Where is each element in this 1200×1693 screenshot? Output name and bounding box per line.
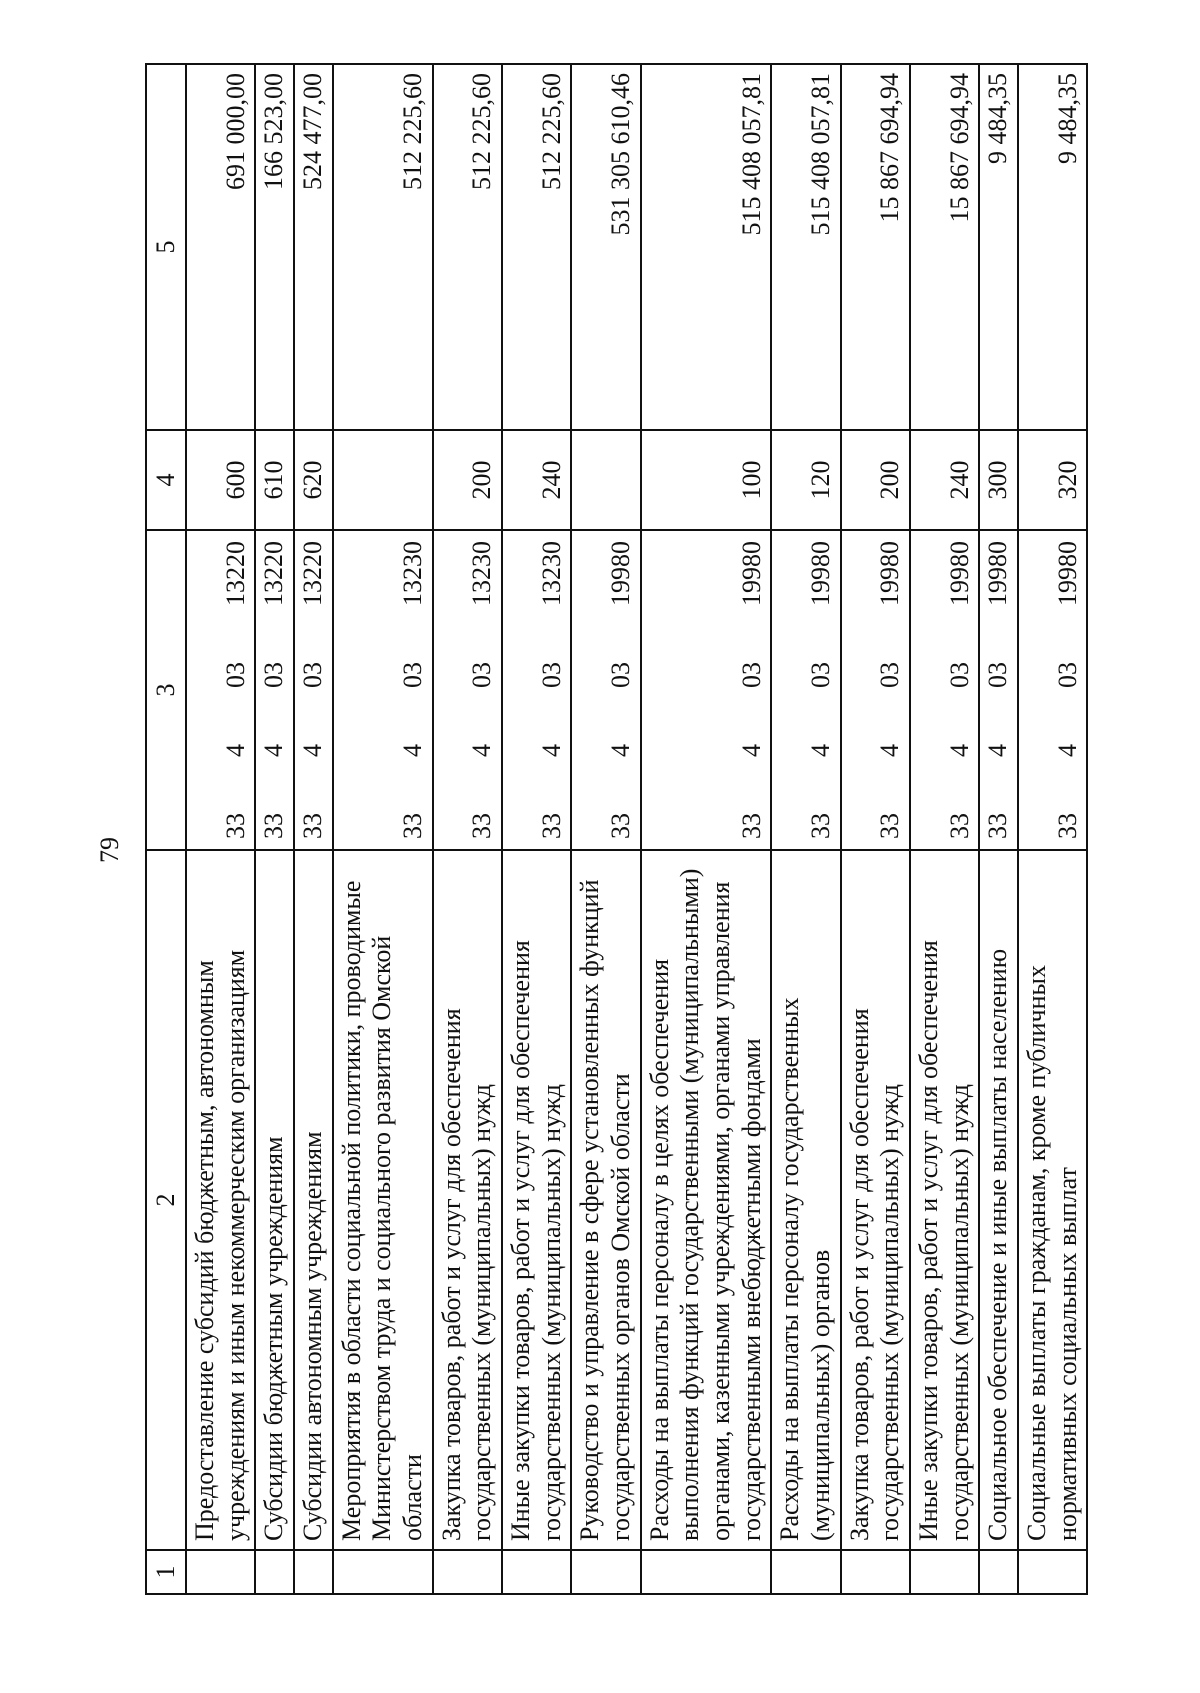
expense-type-cell: 300 [979,430,1018,530]
table-row [255,64,294,1594]
table-header-row [146,64,186,1594]
expense-type-cell: 610 [255,430,294,530]
expense-type-cell: 100 [641,430,772,530]
classification-code [467,539,498,841]
classification-code-cell [771,530,840,850]
classification-code-cell [502,530,571,850]
code-program: 33 [606,813,636,839]
classification-code [875,539,906,841]
code-direction: 13220 [220,541,250,606]
table-row [333,64,433,1594]
row-number-cell [333,1550,433,1594]
code-subprogram: 4 [944,744,974,757]
code-direction: 13230 [467,541,497,606]
amount-cell: 15 867 694,94 [841,64,910,430]
amount-cell: 512 225,60 [333,64,433,430]
table-row [771,64,840,1594]
amount-cell: 166 523,00 [255,64,294,430]
code-program: 33 [467,813,497,839]
code-direction: 13230 [398,541,428,606]
table-row [294,64,333,1594]
table-row [502,64,571,1594]
code-main-activity: 03 [736,662,766,688]
row-number-cell [979,1550,1018,1594]
table-row [641,64,772,1594]
expense-type-cell: 620 [294,430,333,530]
row-number-cell [186,1550,255,1594]
header-col-4: 4 [146,430,186,530]
classification-code-cell [186,530,255,850]
table-row [433,64,502,1594]
item-name-cell: Социальные выплаты гражданам, кроме публичных нормативных социальных выплат [1018,850,1087,1550]
amount-cell: 9 484,35 [1018,64,1087,430]
amount-cell: 691 000,00 [186,64,255,430]
code-main-activity: 03 [467,662,497,688]
table-row [979,64,1018,1594]
classification-code-cell [333,530,433,850]
code-program: 33 [259,813,289,839]
classification-code-cell [641,530,772,850]
amount-cell: 512 225,60 [433,64,502,430]
code-subprogram: 4 [983,744,1013,757]
classification-code-cell [433,530,502,850]
item-name-cell: Закупка товаров, работ и услуг для обеспечения государственных (муниципальных) нужд [841,850,910,1550]
amount-cell: 15 867 694,94 [910,64,979,430]
code-main-activity: 03 [983,662,1013,688]
classification-code [298,539,329,841]
header-col-2: 2 [146,850,186,1550]
code-subprogram: 4 [298,744,328,757]
code-main-activity: 03 [536,662,566,688]
expense-type-cell: 320 [1018,430,1087,530]
code-subprogram: 4 [259,744,289,757]
row-number-cell [771,1550,840,1594]
code-program: 33 [536,813,566,839]
row-number-cell [433,1550,502,1594]
code-main-activity: 03 [220,662,250,688]
classification-code [945,539,976,841]
code-subprogram: 4 [1052,744,1082,757]
table-row [571,64,640,1594]
budget-table [145,63,1088,1595]
code-direction: 19980 [983,541,1013,606]
expense-type-cell: 200 [433,430,502,530]
header-col-3: 3 [146,530,186,850]
classification-code [221,539,252,841]
classification-code-cell [255,530,294,850]
row-number-cell [294,1550,333,1594]
header-col-1: 1 [146,1550,186,1594]
amount-cell: 515 408 057,81 [771,64,840,430]
code-program: 33 [944,813,974,839]
item-name-cell: Иные закупки товаров, работ и услуг для обеспечения государственных (муниципальных) нужд [502,850,571,1550]
row-number-cell [841,1550,910,1594]
expense-type-cell: 240 [910,430,979,530]
code-direction: 19980 [875,541,905,606]
item-name-cell: Субсидии автономным учреждениям [294,850,333,1550]
code-direction: 19980 [606,541,636,606]
item-name-cell: Субсидии бюджетным учреждениям [255,850,294,1550]
code-main-activity: 03 [259,662,289,688]
code-subprogram: 4 [220,744,250,757]
item-name-cell: Руководство и управление в сфере установленных функций государственных органов Омской области [571,850,640,1550]
code-subprogram: 4 [467,744,497,757]
expense-type-cell [333,430,433,530]
classification-code-cell [294,530,333,850]
classification-code [537,539,568,841]
code-program: 33 [220,813,250,839]
amount-cell: 524 477,00 [294,64,333,430]
classification-code [259,539,290,841]
code-direction: 13220 [298,541,328,606]
code-main-activity: 03 [1052,662,1082,688]
expense-type-cell: 200 [841,430,910,530]
classification-code [806,539,837,841]
item-name-cell: Социальное обеспечение и иные выплаты населению [979,850,1018,1550]
code-main-activity: 03 [298,662,328,688]
classification-code-cell [910,530,979,850]
code-program: 33 [875,813,905,839]
code-subprogram: 4 [875,744,905,757]
page-number: 79 [95,837,124,863]
item-name-cell: Расходы на выплаты персоналу в целях обеспечения выполнения функций государственными (муниципальными) органами, казенными учреждениями, органами управления государственными внебюджетными фондами [641,850,772,1550]
item-name-cell: Закупка товаров, работ и услуг для обеспечения государственных (муниципальных) нужд [433,850,502,1550]
row-number-cell [641,1550,772,1594]
amount-cell: 531 305 610,46 [571,64,640,430]
code-subprogram: 4 [806,744,836,757]
code-main-activity: 03 [875,662,905,688]
item-name-cell: Мероприятия в области социальной политики, проводимые Министерством труда и социального развития Омской области [333,850,433,1550]
item-name-cell: Иные закупки товаров, работ и услуг для обеспечения государственных (муниципальных) нужд [910,850,979,1550]
code-subprogram: 4 [398,744,428,757]
code-direction: 19980 [944,541,974,606]
header-col-5: 5 [146,64,186,430]
code-direction: 19980 [1052,541,1082,606]
expense-type-cell [571,430,640,530]
row-number-cell [1018,1550,1087,1594]
code-main-activity: 03 [944,662,974,688]
expense-type-cell: 600 [186,430,255,530]
amount-cell: 512 225,60 [502,64,571,430]
amount-cell: 515 408 057,81 [641,64,772,430]
code-subprogram: 4 [736,744,766,757]
row-number-cell [502,1550,571,1594]
expense-type-cell: 240 [502,430,571,530]
code-direction: 19980 [736,541,766,606]
code-subprogram: 4 [606,744,636,757]
expense-type-cell: 120 [771,430,840,530]
classification-code-cell [571,530,640,850]
code-main-activity: 03 [398,662,428,688]
code-program: 33 [806,813,836,839]
classification-code [606,539,637,841]
table-row [910,64,979,1594]
code-main-activity: 03 [606,662,636,688]
row-number-cell [910,1550,979,1594]
table-row [186,64,255,1594]
classification-code [983,539,1014,841]
row-number-cell [571,1550,640,1594]
row-number-cell [255,1550,294,1594]
code-direction: 13220 [259,541,289,606]
amount-cell: 9 484,35 [979,64,1018,430]
item-name-cell: Предоставление субсидий бюджетным, автономным учреждениям и иным некоммерческим организациям [186,850,255,1550]
classification-code [737,539,768,841]
table-row [841,64,910,1594]
rotated-table-container [145,65,1082,1595]
code-main-activity: 03 [806,662,836,688]
item-name-cell: Расходы на выплаты персоналу государственных (муниципальных) органов [771,850,840,1550]
code-program: 33 [298,813,328,839]
code-subprogram: 4 [536,744,566,757]
code-direction: 19980 [806,541,836,606]
code-program: 33 [983,813,1013,839]
classification-code [1053,539,1084,841]
code-program: 33 [1052,813,1082,839]
classification-code-cell [979,530,1018,850]
classification-code-cell [1018,530,1087,850]
table-row [1018,64,1087,1594]
code-program: 33 [736,813,766,839]
code-program: 33 [398,813,428,839]
code-direction: 13230 [536,541,566,606]
classification-code-cell [841,530,910,850]
classification-code [398,539,429,841]
